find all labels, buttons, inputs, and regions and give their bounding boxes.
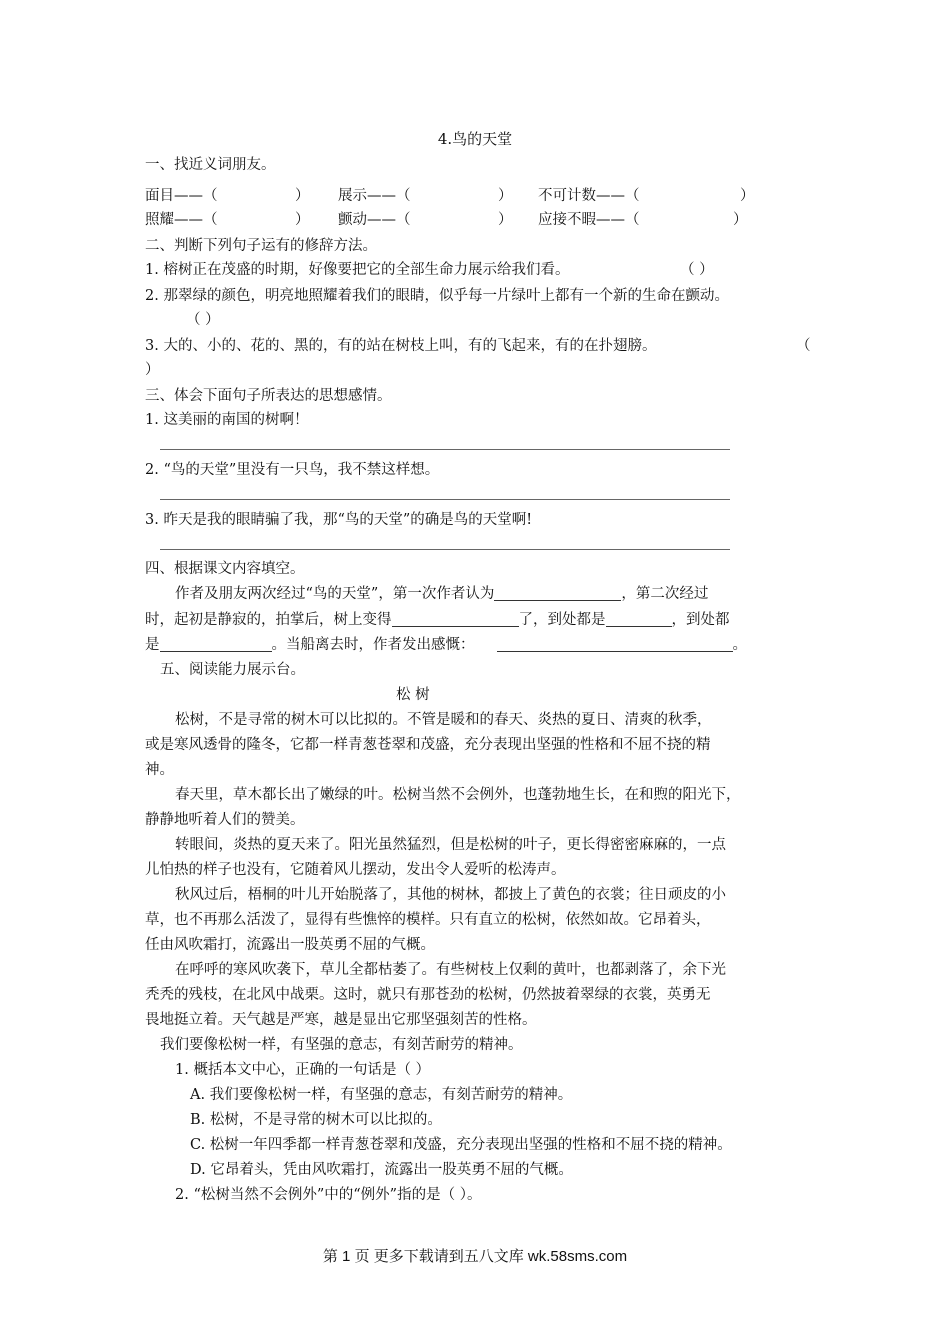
synonym-word: 颤动——（ (338, 212, 411, 228)
answer-line[interactable] (160, 449, 730, 450)
page-title: 4.鸟的天堂 (437, 130, 513, 148)
fill-text: 作者及朋友两次经过“鸟的天堂”，第一次作者认为 (175, 586, 495, 602)
answer-paren-close: ） (145, 362, 160, 378)
answer-paren-open: （ (796, 338, 811, 354)
fill-text: 时，起初是静寂的，拍掌后，树上变得 (145, 612, 392, 628)
synonym-word: 面目——（ (145, 188, 218, 204)
synonym-close: ） (498, 212, 513, 228)
passage-line: 神。 (145, 762, 174, 778)
synonym-word: 照耀——（ (145, 212, 218, 228)
synonym-close: ） (740, 188, 755, 204)
passage-line: 在呼呼的寒风吹袭下，草儿全都枯萎了。有些树枝上仅剩的黄叶，也都剥落了，余下光 (175, 962, 726, 978)
passage-line: 春天里，草木都长出了嫩绿的叶。松树当然不会例外，也蓬勃地生长，在和煦的阳光下， (175, 787, 741, 803)
synonym-close: ） (295, 188, 310, 204)
section-4-heading: 四、根据课文内容填空。 (145, 561, 305, 577)
fill-blank[interactable] (160, 635, 272, 652)
fill-blank[interactable] (606, 610, 672, 627)
fill-text: ，第二次经过 (621, 586, 709, 602)
question-3-1: 1. 这美丽的南国的树啊！ (145, 412, 309, 428)
section-5-heading: 五、阅读能力展示台。 (160, 662, 305, 678)
fill-text: 。 (732, 637, 747, 653)
question-2-3: 3. 大的、小的、花的、黑的，有的站在树枝上叫，有的飞起来，有的在扑翅膀。 (145, 338, 657, 354)
answer-line[interactable] (160, 499, 730, 500)
fill-line-2 (145, 609, 730, 631)
section-3-heading: 三、体会下面句子所表达的思想感情。 (145, 388, 392, 404)
fill-text: 了，到处都是 (518, 612, 606, 628)
option-a: A. 我们要像松树一样，有坚强的意志，有刻苦耐劳的精神。 (190, 1087, 573, 1103)
passage-line: 草，也不再那么活泼了，显得有些憔悴的模样。只有直立的松树，依然如故。它昂着头， (145, 912, 711, 928)
synonym-word: 应接不暇——（ (538, 212, 640, 228)
passage-line: 畏地挺立着。天气越是严寒，越是显出它那坚强刻苦的性格。 (145, 1012, 537, 1028)
fill-text: 。当船离去时，作者发出感慨： (271, 637, 475, 653)
question-3-3: 3. 昨天是我的眼睛骗了我，那“鸟的天堂”的确是鸟的天堂啊! (145, 512, 533, 528)
section-1-heading: 一、找近义词朋友。 (145, 157, 276, 173)
passage-line: 任由风吹霜打，流露出一股英勇不屈的气概。 (145, 937, 435, 953)
answer-paren: （ ） (186, 312, 220, 328)
option-b: B. 松树，不是寻常的树木可以比拟的。 (190, 1112, 442, 1128)
fill-line-3 (145, 634, 747, 656)
option-d: D. 它昂着头，凭由风吹霜打，流露出一股英勇不屈的气概。 (190, 1162, 573, 1178)
synonym-close: ） (295, 212, 310, 228)
question-2-2: 2. 那翠绿的颜色，明亮地照耀着我们的眼睛，似乎每一片绿叶上都有一个新的生命在颤动。 (145, 288, 729, 304)
question-3-2: 2. “鸟的天堂”里没有一只鸟，我不禁这样想。 (145, 462, 440, 478)
question-5-1: 1. 概括本文中心，正确的一句话是（ ） (175, 1062, 431, 1078)
fill-line-1 (175, 583, 708, 605)
answer-paren: （ ） (680, 262, 714, 278)
passage-line: 秋风过后，梧桐的叶儿开始脱落了，其他的树林，都披上了黄色的衣裳；往日顽皮的小 (175, 887, 726, 903)
fill-text: 是 (145, 637, 160, 653)
passage-line: 静静地听着人们的赞美。 (145, 812, 305, 828)
answer-line[interactable] (160, 549, 730, 550)
synonym-word: 展示——（ (338, 188, 411, 204)
fill-blank[interactable] (494, 584, 621, 601)
page-footer: 第 1 页 更多下载请到五八文库 wk.58sms.com (322, 1248, 628, 1265)
fill-text: ，到处都 (671, 612, 730, 628)
passage-line: 转眼间，炎热的夏天来了。阳光虽然猛烈，但是松树的叶子，更长得密密麻麻的，一点 (175, 837, 726, 853)
section-2-heading: 二、判断下列句子运有的修辞方法。 (145, 238, 377, 254)
question-5-2: 2. “松树当然不会例外”中的“例外”指的是（ ）。 (175, 1187, 482, 1203)
synonym-close: ） (498, 188, 513, 204)
fill-blank[interactable] (392, 610, 519, 627)
passage-line: 我们要像松树一样，有坚强的意志，有刻苦耐劳的精神。 (160, 1037, 523, 1053)
passage-line: 或是寒风透骨的隆冬，它都一样青葱苍翠和茂盛，充分表现出坚强的性格和不屈不挠的精 (145, 737, 711, 753)
passage-line: 儿怕热的样子也没有，它随着风儿摆动，发出令人爱听的松涛声。 (145, 862, 566, 878)
passage-line: 秃秃的残枝，在北风中战栗。这时，就只有那苍劲的松树，仍然披着翠绿的衣裳，英勇无 (145, 987, 711, 1003)
passage-title: 松 树 (396, 687, 430, 703)
option-c: C. 松树一年四季都一样青葱苍翠和茂盛，充分表现出坚强的性格和不屈不挠的精神。 (190, 1137, 732, 1153)
synonym-word: 不可计数——（ (538, 188, 640, 204)
synonym-close: ） (733, 212, 748, 228)
fill-blank[interactable] (497, 635, 733, 652)
question-2-1: 1. 榕树正在茂盛的时期，好像要把它的全部生命力展示给我们看。 (145, 262, 570, 278)
passage-line: 松树，不是寻常的树木可以比拟的。不管是暖和的春天、炎热的夏日、清爽的秋季， (175, 712, 712, 728)
